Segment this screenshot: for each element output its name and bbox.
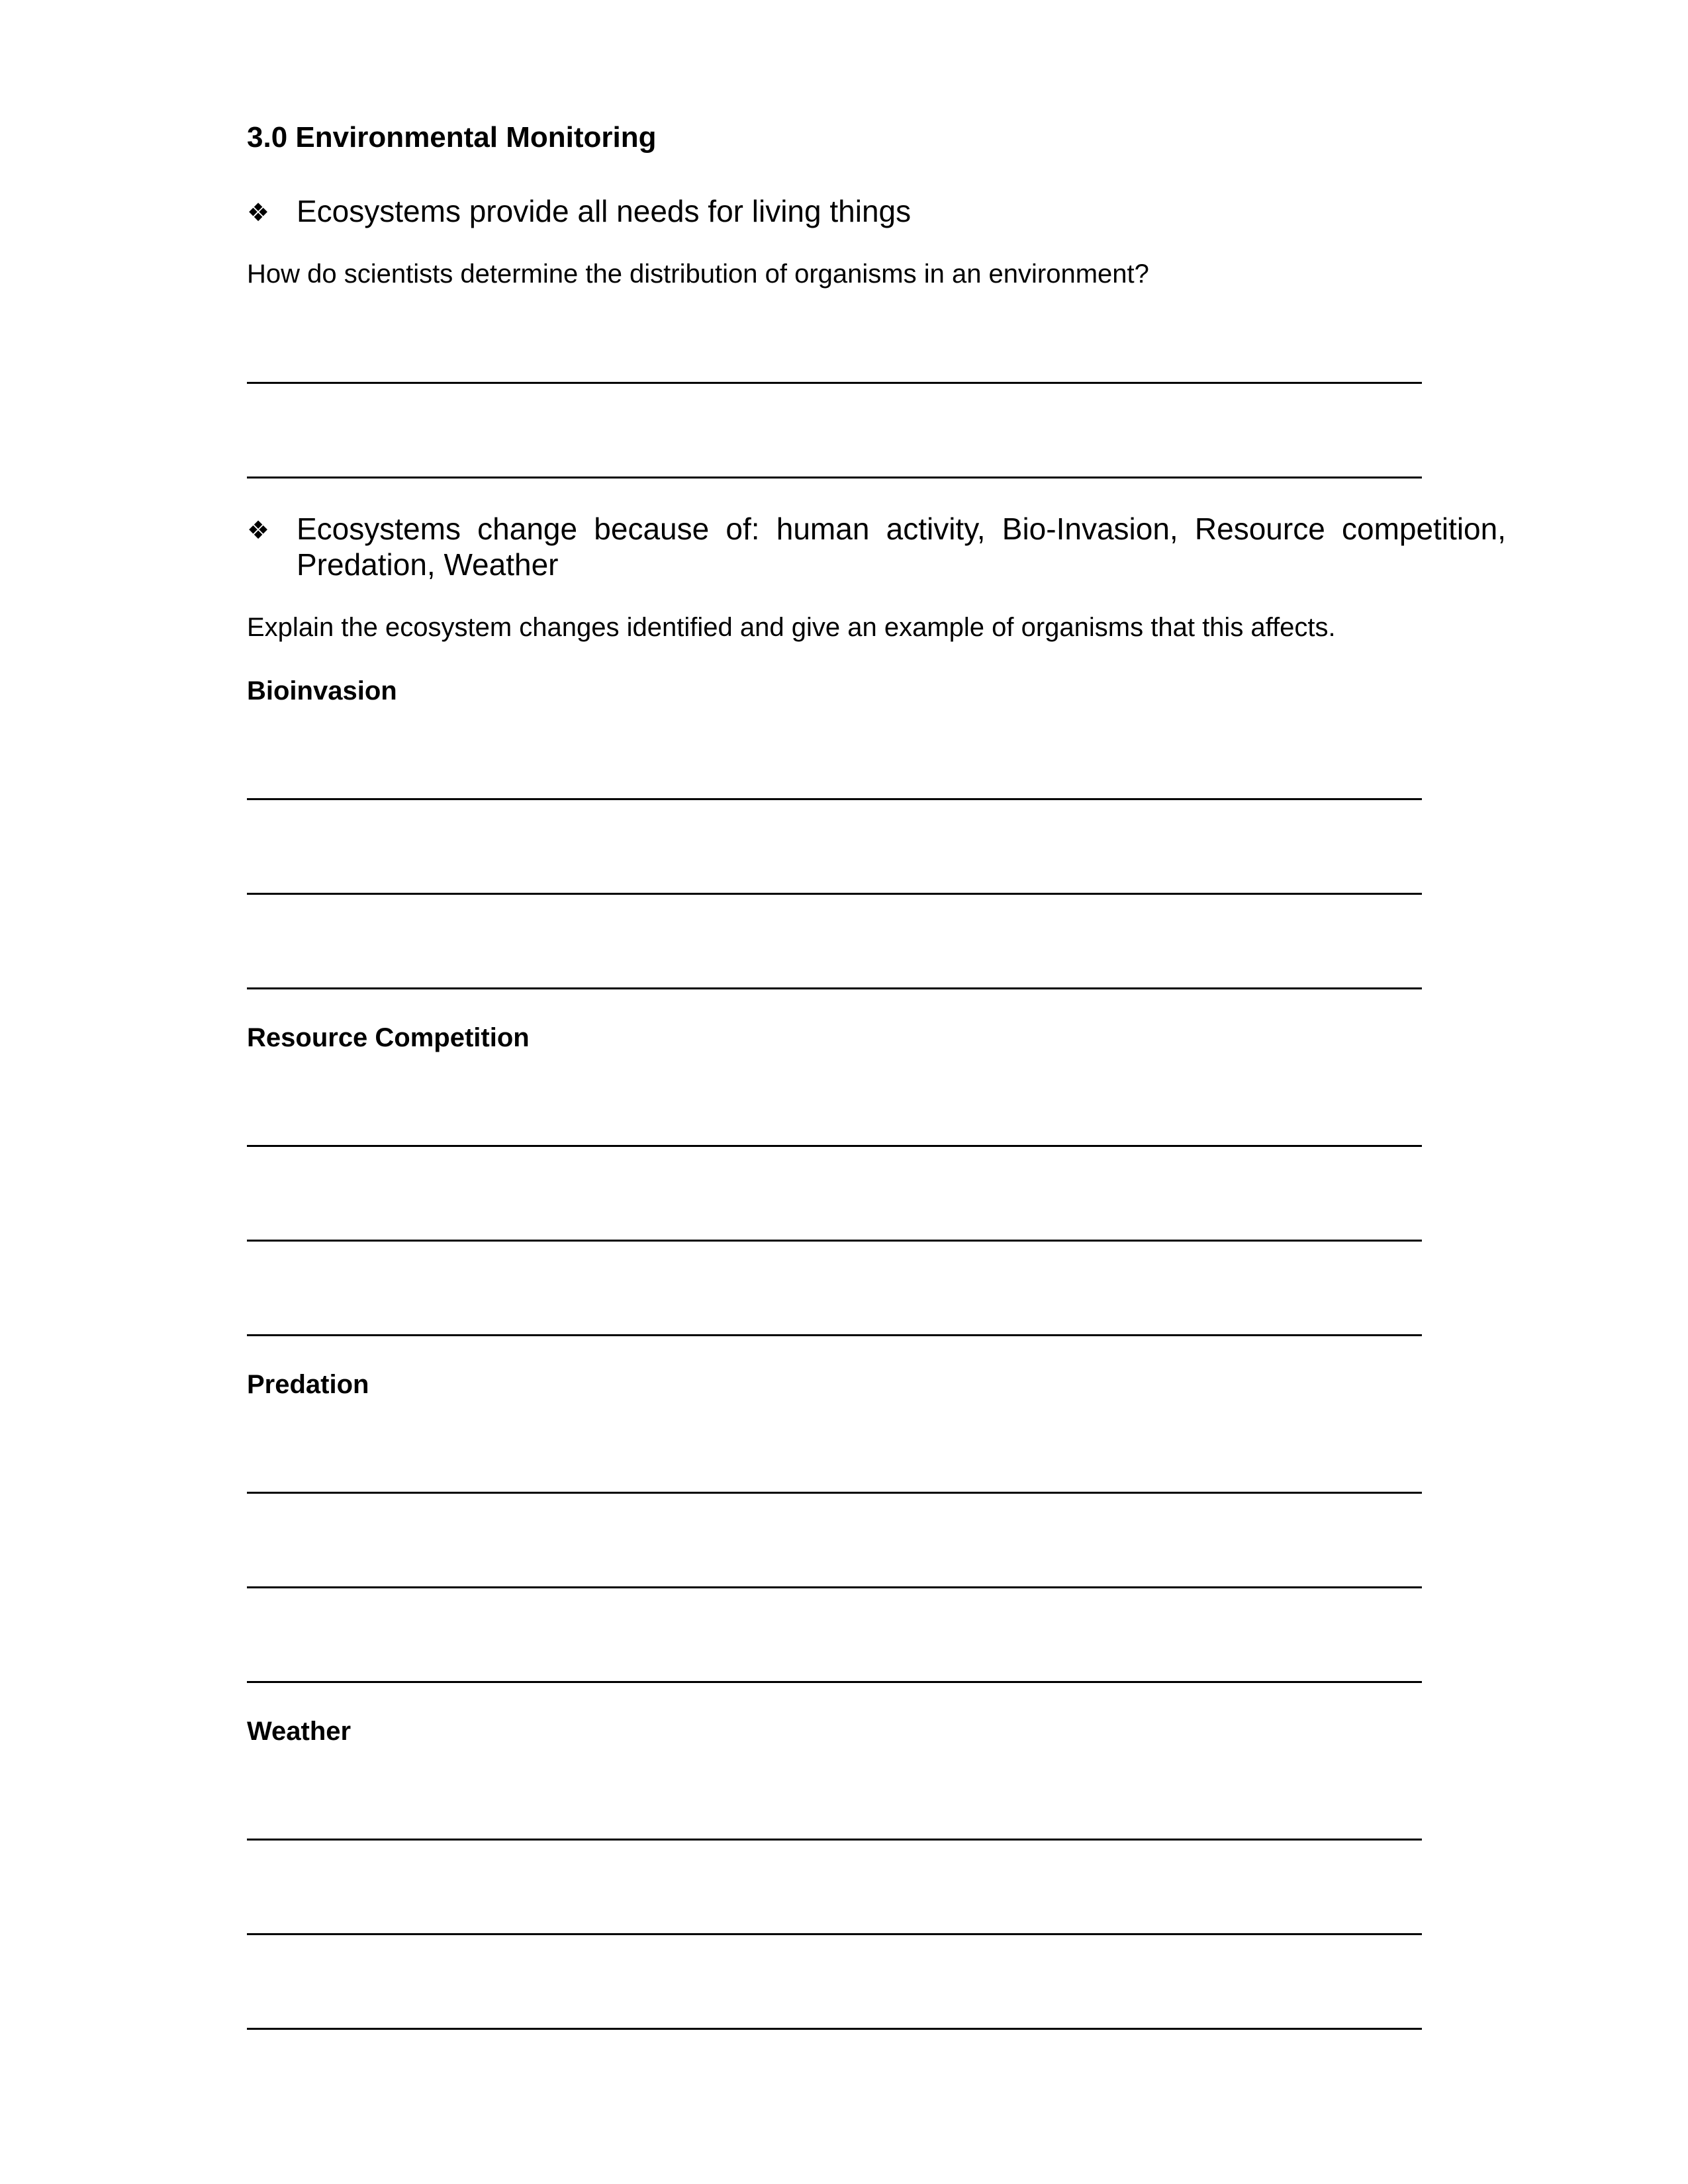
answer-line[interactable] <box>247 1334 1422 1336</box>
answer-line[interactable] <box>247 798 1422 800</box>
answer-line[interactable] <box>247 893 1422 895</box>
answer-line[interactable] <box>247 1933 1422 1935</box>
answer-line[interactable] <box>247 1492 1422 1494</box>
section-heading-bioinvasion: Bioinvasion <box>247 676 397 705</box>
question-distribution: How do scientists determine the distribution of organisms in an environment? <box>247 259 1149 289</box>
bullet-text: Ecosystems provide all needs for living things <box>297 194 912 228</box>
answer-line[interactable] <box>247 1681 1422 1683</box>
answer-line[interactable] <box>247 1586 1422 1588</box>
answer-line[interactable] <box>247 2028 1422 2030</box>
answer-line[interactable] <box>247 1240 1422 1242</box>
answer-line[interactable] <box>247 1145 1422 1147</box>
answer-line[interactable] <box>247 987 1422 989</box>
section-heading-resource-competition: Resource Competition <box>247 1023 530 1052</box>
section-heading-predation: Predation <box>247 1370 369 1399</box>
diamond-bullet-icon: ❖ <box>247 516 270 545</box>
diamond-bullet-icon: ❖ <box>247 198 270 227</box>
answer-line[interactable] <box>247 477 1422 478</box>
bullet-point-ecosystem-change <box>247 511 1506 584</box>
answer-line[interactable] <box>247 1839 1422 1841</box>
page-title: 3.0 Environmental Monitoring <box>247 121 657 154</box>
answer-line[interactable] <box>247 382 1422 384</box>
bullet-point-ecosystem-needs <box>247 193 1506 233</box>
bullet-text: Ecosystems change because of: human activity, Bio-Invasion, Resource competition, Predation, Weather <box>297 512 1506 582</box>
section-heading-weather: Weather <box>247 1717 352 1746</box>
question-explain-changes: Explain the ecosystem changes identified and give an example of organisms that this affects. <box>247 613 1336 642</box>
